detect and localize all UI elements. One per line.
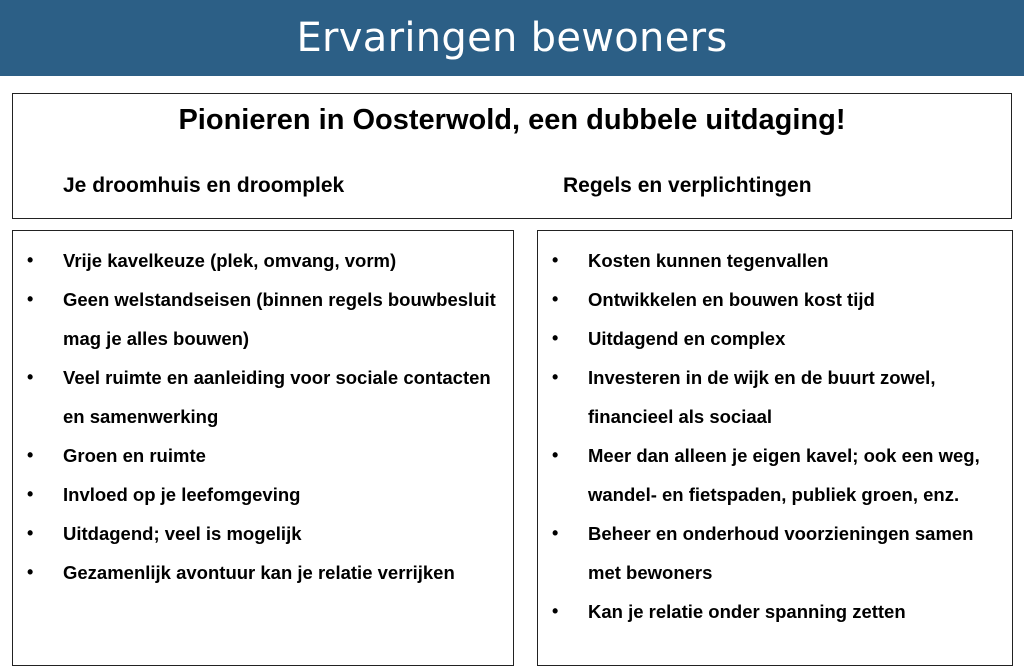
list-item: • Vrije kavelkeuze (plek, omvang, vorm) bbox=[13, 241, 513, 280]
header-box bbox=[12, 93, 1012, 219]
left-bullet-list bbox=[13, 231, 513, 592]
slide-title-bar bbox=[0, 0, 1024, 76]
slide-title: Ervaringen bewoners bbox=[296, 15, 728, 61]
list-item: • Kan je relatie onder spanning zetten bbox=[538, 592, 1012, 631]
list-item: • Gezamenlijk avontuur kan je relatie verrijken bbox=[13, 553, 513, 592]
right-bullet-list bbox=[538, 231, 1012, 631]
list-item: • Uitdagend en complex bbox=[538, 319, 1012, 358]
left-column-heading: Je droomhuis en droomplek bbox=[63, 174, 345, 197]
list-item: • Veel ruimte en aanleiding voor sociale contacten en samenwerking bbox=[13, 358, 513, 436]
list-item: • Groen en ruimte bbox=[13, 436, 513, 475]
list-item: • Kosten kunnen tegenvallen bbox=[538, 241, 1012, 280]
list-item: • Invloed op je leefomgeving bbox=[13, 475, 513, 514]
right-column-heading: Regels en verplichtingen bbox=[563, 174, 812, 197]
left-list-box bbox=[12, 230, 514, 666]
list-item: • Uitdagend; veel is mogelijk bbox=[13, 514, 513, 553]
right-list-box bbox=[537, 230, 1013, 666]
list-item: • Meer dan alleen je eigen kavel; ook een weg, wandel- en fietspaden, publiek groen, enz. bbox=[538, 436, 1012, 514]
list-item: • Ontwikkelen en bouwen kost tijd bbox=[538, 280, 1012, 319]
list-item: • Geen welstandseisen (binnen regels bouwbesluit mag je alles bouwen) bbox=[13, 280, 513, 358]
list-item: • Beheer en onderhoud voorzieningen samen met bewoners bbox=[538, 514, 1012, 592]
headline: Pionieren in Oosterwold, een dubbele uitdaging! bbox=[178, 104, 846, 136]
list-item: • Investeren in de wijk en de buurt zowel, financieel als sociaal bbox=[538, 358, 1012, 436]
